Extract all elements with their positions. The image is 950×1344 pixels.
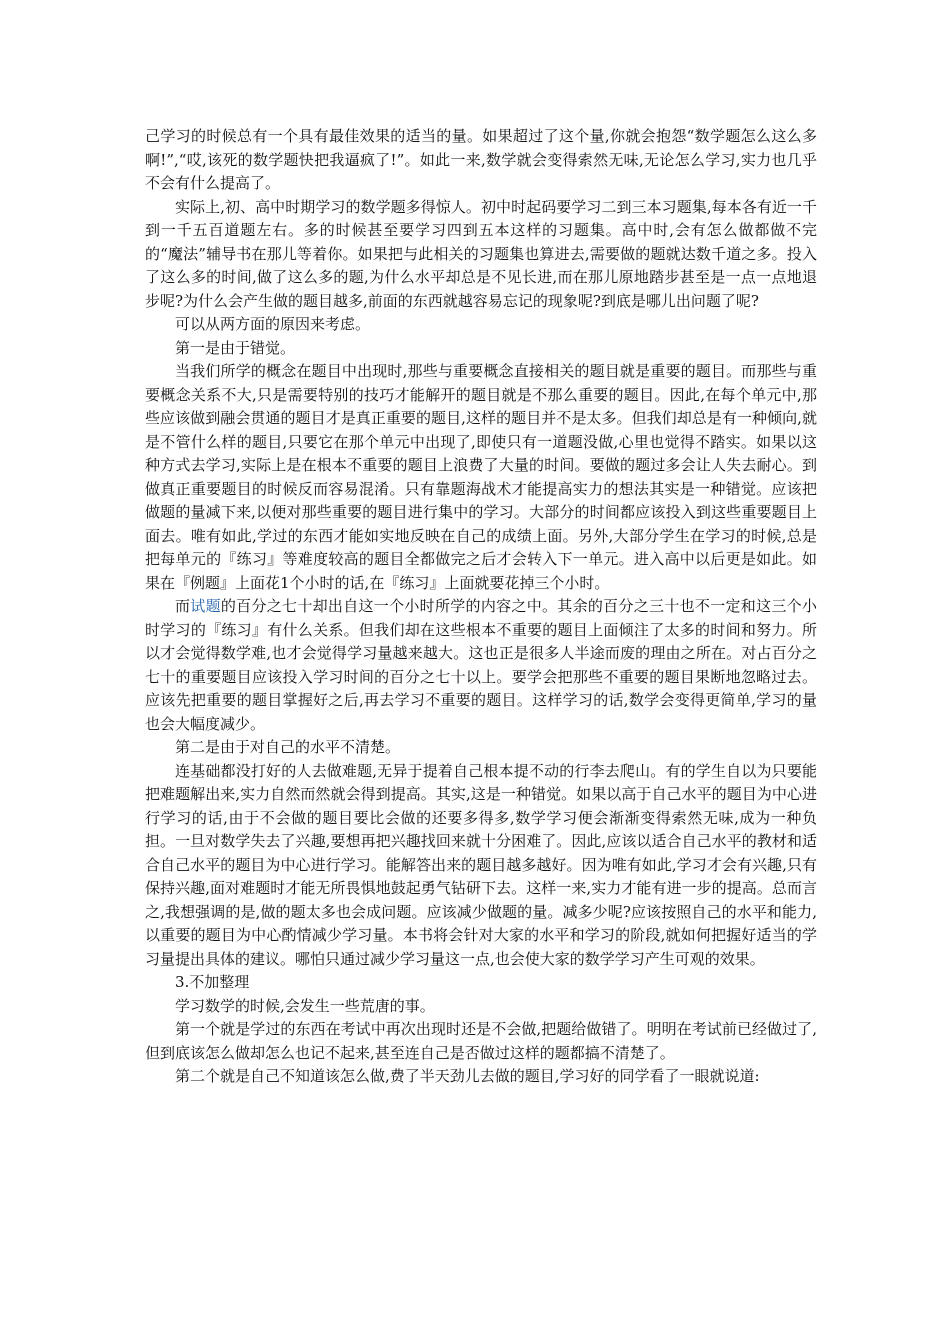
- paragraph-4: 第一是由于错觉。: [175, 338, 296, 357]
- paragraph-6: [145, 595, 817, 736]
- paragraph-11: 第一个就是学过的东西在考试中再次出现时还是不会做,把题给做错了。明明在考试前已经做过了,但到底该怎么做却怎么也记不起来,甚至连自己是否做过这样的题都搞不清楚了。: [145, 1020, 817, 1062]
- paragraph-5: 当我们所学的概念在题目中出现时,那些与重要概念直接相关的题目就是重要的题目。而那些与重要概念关系不大,只是需要特别的技巧才能解开的题目就是不那么重要的题目。因此,在每个单元中,那些应该做到融会贯通的题目才是真正重要的题目,这样的题目并不是太多。但我们却总是有一种倾向,就是不管什么样的题目,只要它在那个单元中出现了,即使只有一道题没做,心里也觉得不踏实。如果以这种方式去学习,实际上是在根本不重要的题目上浪费了大量的时间。要做的题过多会让人失去耐心。到做真正重要题目的时候反而容易混淆。只有靠题海战术才能提高实力的想法其实是一种错觉。应该把做题的量减下来,以便对那些重要的题目进行集中的学习。大部分的时间都应该投入到这些重要题目上面去。唯有如此,学过的东西才能如实地反映在自己的成绩上面。另外,大部分学生在学习的时候,总是把每单元的『练习』等难度较高的题目全都做完之后才会转入下一单元。进入高中以后更是如此。如果在『例题』上面花1个小时的话,在『练习』上面就要花掉三个小时。: [145, 362, 817, 592]
- paragraph-7: 第二是由于对自己的水平不清楚。: [175, 738, 401, 756]
- paragraph-3: 可以从两方面的原因来考虑。: [175, 315, 371, 333]
- paragraph-10: 学习数学的时候,会发生一些荒唐的事。: [175, 996, 435, 1015]
- document-page: [145, 125, 817, 1089]
- test-question-link[interactable]: 试题: [190, 597, 221, 615]
- paragraph-12: 第二个就是自己不知道该怎么做,费了半天劲儿去做的题目,学习好的同学看了一眼就说道:: [175, 1067, 760, 1085]
- paragraph-2: 实际上,初、高中时期学习的数学题多得惊人。初中时起码要学习二到三本习题集,每本各有近一千到一千五百道题左右。多的时候甚至要学习四到五本这样的习题集。高中时,会有怎么做都做不完的“魔法”辅导书在那儿等着你。如果把与此相关的习题集也算进去,需要做的题就达数千道之多。投入了这么多的时间,做了这么多的题,为什么水平却总是不见长进,而在那儿原地踏步甚至是一点一点地退步呢?为什么会产生做的题目越多,前面的东西就越容易忘记的现象呢?到底是哪儿出问题了呢?: [145, 197, 817, 310]
- paragraph-6-prefix: 而: [175, 597, 191, 615]
- paragraph-1: 己学习的时候总有一个具有最佳效果的适当的量。如果超过了这个量,你就会抱怨“数学题怎么这么多啊!”,“哎,该死的数学题快把我逼疯了!”。如此一来,数学就会变得索然无味,无论怎么学习,实力也几乎不会有什么提高了。: [145, 127, 817, 192]
- paragraph-8: 连基础都没打好的人去做难题,无异于提着自己根本提不动的行李去爬山。有的学生自以为只要能把难题解出来,实力自然而然就会得到提高。其实,这是一种错觉。如果以高于自己水平的题目为中心进行学习的话,由于不会做的题目要比会做的还要多得多,数学学习便会渐渐变得索然无味,成为一种负担。一旦对数学失去了兴趣,要想再把兴趣找回来就十分困难了。因此,应该以适合自己水平的教材和适合自己水平的题目为中心进行学习。能解答出来的题目越多越好。因为唯有如此,学习才会有兴趣,只有保持兴趣,面对难题时才能无所畏惧地鼓起勇气钻研下去。这样一来,实力才能有进一步的提高。总而言之,我想强调的是,做的题太多也会成问题。应该减少做题的量。减多少呢?应该按照自己的水平和能力,以重要的题目为中心酌情减少学习量。本书将会针对大家的水平和学习的阶段,就如何把握好适当的学习量提出具体的建议。哪怕只通过减少学习量这一点,也会使大家的数学学习产生可观的效果。: [145, 761, 817, 968]
- paragraph-6-body: 的百分之七十却出自这一个小时所学的内容之中。其余的百分之三十也不一定和这三个小时学习的『练习』有什么关系。但我们却在这些根本不重要的题目上面倾注了太多的时间和努力。所以才会觉得数学难,也才会觉得学习量越来越大。这也正是很多人半途而废的理由之所在。对占百分之七十的重要题目应该投入学习时间的百分之七十以上。要学会把那些不重要的题目果断地忽略过去。应该先把重要的题目掌握好之后,再去学习不重要的题目。这样学习的话,数学会变得更简单,学习的量也会大幅度减少。: [145, 597, 817, 733]
- section-heading: 3.不加整理: [175, 973, 250, 991]
